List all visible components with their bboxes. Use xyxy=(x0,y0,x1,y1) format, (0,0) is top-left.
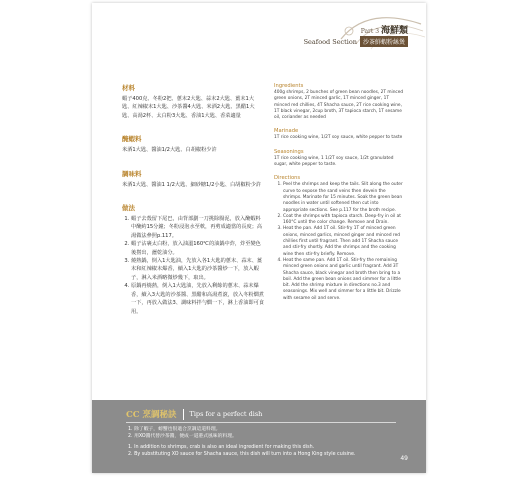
part-title: 海鮮類 xyxy=(380,26,408,36)
cn-marinade-heading: 醃蝦料 xyxy=(122,135,142,144)
section-heading xyxy=(304,36,408,47)
tips-brand: CC 烹調秘訣 xyxy=(126,410,177,420)
cn-marinade-text: 米酒1大匙、醬油1/2大匙、白胡椒粉少許 xyxy=(122,147,217,154)
cn-seasoning-heading: 調味料 xyxy=(122,169,142,178)
cn-ingredients-text: 蝦子400克、冬粉2把、蔥末2大匙、蒜末2大匙、薑末1大匙、紅辣椒末1大匙、沙茶醬4大匙、米酒2大匙、黑醋1大匙、高湯2杯、太白粉3大匙、香油1大匙、香菜適量 xyxy=(122,96,255,119)
tips-divider xyxy=(183,409,184,420)
cn-step: 3. 燒熱鍋，倒入1大匙油，先放入各1大匙的蔥末、蒜末、薑末和紅辣椒末爆香，續入1大匙的沙茶醬炒一下，放入蝦子，淋入米酒略微炒幾下，取出。 xyxy=(131,257,264,282)
english-recipe-column xyxy=(274,83,404,302)
part-heading xyxy=(361,23,408,36)
en-ingredients-text: 400g shrimps, 2 bunches of green bean noodles, 2T minced green onions, 2T minced garlic, 1T minced ginger, 1T minced red chillies, 4T Shacha sauce, 2T rice cooking wine, 1T black vinegar, 2cup broth, 3T tapioca starch, 1T sesame oil, coriander as needed xyxy=(274,90,404,121)
tips-title: Tips for a perfect dish xyxy=(189,410,263,418)
cn-directions-list xyxy=(122,215,264,316)
en-seasoning-heading: Seasonings xyxy=(274,148,304,155)
cn-step: 1. 蝦子去殼留下尾巴，由背部劃一刀挑除腸泥，放入醃蝦料中醃約15分鐘；冬粉浸泡水至軟，再剪成適當的長度；高湯做法參照p.117。 xyxy=(131,215,264,240)
tips-rule xyxy=(126,422,396,423)
cn-step: 2. 蝦子沾裹太白粉，放入油溫160℃的油鍋中炸，炸至變色後撈出，瀝乾油分。 xyxy=(131,240,264,257)
en-step: 2. Coat the shrimps with tapioca starch. Deep-fry in oil at 160°C until the color change. Remove and Drain. xyxy=(283,214,404,227)
tips-body xyxy=(128,426,408,458)
page-number: 49 xyxy=(400,455,408,462)
cn-seasoning-text: 米酒1大匙、醬油1 1/2大匙、細砂糖1/2小匙、白胡椒粉少許 xyxy=(122,181,262,188)
en-marinade-heading: Marinade xyxy=(274,128,299,135)
chinese-recipe-column xyxy=(122,83,264,316)
tip-en-1: 1. In addition to shrimps, crab is also an ideal ingredient for making this dish. xyxy=(128,445,315,450)
tip-cn-1: 1. 除了蝦子，螃蟹也很適合烹調這道料理。 xyxy=(128,427,221,432)
section-label: Seafood Section xyxy=(303,37,357,46)
en-directions-list xyxy=(274,182,404,302)
en-seasoning-text: 1T rice cooking wine, 1 1/2T soy sauce, 1/2t granulated sugar, white pepper to taste. xyxy=(274,155,394,168)
en-step: 1. Peel the shrimps and keep the tails. Slit along the outer curve to expose the sand veins then devein the shrimps. Marinate for 15 minutes. Soak the green bean noodles in water until softened then cut into appropriate sections. See p.117 for the broth recipe. xyxy=(283,182,404,213)
dish-name-tag: 沙茶鮮蝦粉絲煲 xyxy=(360,36,408,47)
en-step: 4. Heat the same pan. Add 1T oil. Stir-fry the remaining minced green onions and garlic until fragrant. Add 3T Shacha sauce, black vinegar and broth then bring to a boil. Add the green bean onions and simmer for a little bit. Add the shrimp mixture in directions no.3 and seasonings. Mix well and simmer for a little bit. Drizzle with sesame oil and serve. xyxy=(283,258,404,302)
en-marinade-text: 1T rice cooking wine, 1/2T soy sauce, white pepper to taste xyxy=(274,135,403,141)
cn-step: 4. 原鍋再燒熱，倒入1大匙油，先放入剩餘的蔥末、蒜末爆香，續入3大匙的沙茶醬、黑醋和高湯煮滾，放入冬粉燜煮一下，再放入做法3、調味料拌勻燜一下，淋上香油即可食用。 xyxy=(131,282,264,316)
en-step: 3. Heat the pan. Add 1T oil. Stir-fry 1T of minced green onions, minced garlics, minced ginger and minced red chillies first until fragrant. Then add 1T Shacha sauce and stir-fry shortly. Add the shrimps and the cooking wine then stir-fry briefly. Remove. xyxy=(283,226,404,257)
tip-cn-2: 2. 用XO醬代替沙茶醬，便成一道港式風味的料理。 xyxy=(128,434,237,439)
en-directions-heading: Directions xyxy=(274,175,301,182)
book-page xyxy=(92,3,426,473)
part-label: Part 3 xyxy=(360,28,380,35)
cn-ingredients-heading: 材料 xyxy=(122,84,135,92)
en-ingredients-heading: Ingredients xyxy=(274,83,304,89)
cn-directions-heading: 做法 xyxy=(122,204,135,213)
tip-en-2: 2. By substituting XO sauce for Shacha sauce, this dish will turn into a Hong King style cuisine. xyxy=(128,452,356,457)
tips-header xyxy=(126,408,262,420)
